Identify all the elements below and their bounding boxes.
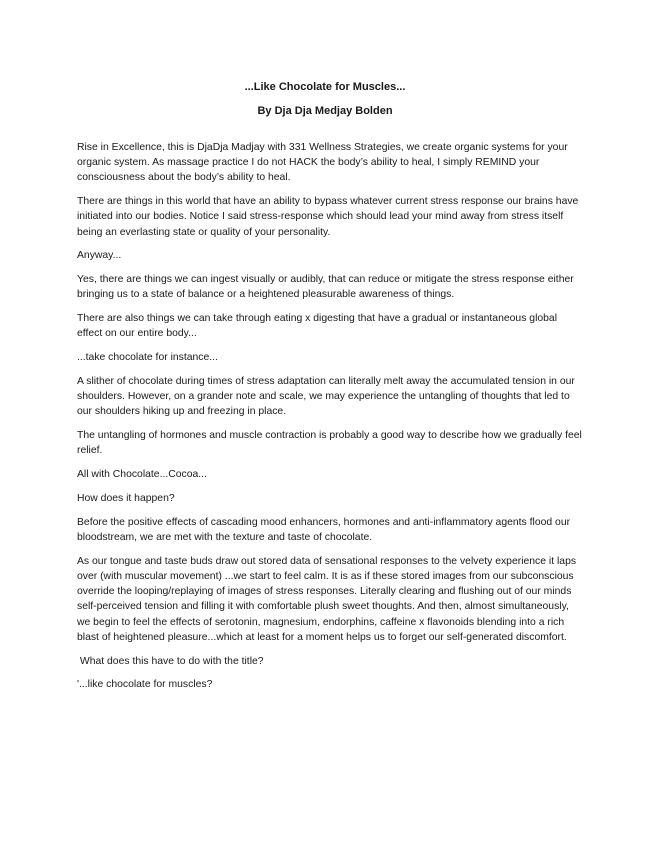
document-body (77, 140, 582, 701)
document-title: ...Like Chocolate for Muscles... (244, 81, 406, 93)
paragraph: Before the positive effects of cascading mood enhancers, hormones and anti-inflammatory agents flood our bloodstream, we are met with the texture and taste of chocolate. (77, 516, 571, 543)
paragraph: There are also things we can take through eating x digesting that have a gradual or instantaneous global effect on our entire body... (77, 313, 558, 340)
paragraph: All with Chocolate...Cocoa... (77, 469, 207, 481)
document-byline: By Dja Dja Medjay Bolden (257, 105, 393, 117)
paragraph-closing: '...like chocolate for muscles? (77, 679, 213, 691)
paragraph-intro: Rise in Excellence, this is DjaDja Madjay with 331 Wellness Strategies, we create organic systems for your organic system. As massage practice I do not HACK the body’s ability to heal, I simply REMIND your consciousness about the body’s ability to heal. (77, 142, 568, 184)
paragraph: How does it happen? (77, 493, 175, 504)
paragraph: There are things in this world that have an ability to bypass whatever current stress response our brains have initiated into our bodies. Notice I said stress-response which should lead your mind away from stress itself being an everlasting state or quality of your personality. (77, 196, 579, 238)
paragraph: What does this have to do with the title? (77, 655, 264, 667)
paragraph: Yes, there are things we can ingest visually or audibly, that can reduce or mitigate the stress response either bringing us to a state of balance or a heightened pleasurable awareness of things. (77, 274, 574, 301)
paragraph: A slither of chocolate during times of stress adaptation can literally melt away the accumulated tension in our shoulders. However, on a grander note and scale, we may experience the untangling of thoughts that led to our shoulders hiking up and freezing in place. (77, 376, 575, 418)
paragraph: As our tongue and taste buds draw out stored data of sensational responses to the velvety experience it laps over (with muscular movement) ...we start to feel calm. It is as if these stored images from our subconscious override the looping/replaying of images of stress responses. Literally clearing and flushing out of our minds self-perceived tension and filling it with comfortable plush sweet thoughts. And then, almost simultaneously, we begin to feel the effects of serotonin, magnesium, endorphins, caffeine x flavonoids blending into a rich blast of heightened pleasure...which at least for a moment helps us to forget our self-generated discomfort. (77, 555, 577, 643)
paragraph: Anyway... (77, 250, 122, 262)
paragraph: ...take chocolate for instance... (77, 352, 218, 364)
paragraph: The untangling of hormones and muscle contraction is probably a good way to describe how we gradually feel relief. (77, 430, 582, 457)
